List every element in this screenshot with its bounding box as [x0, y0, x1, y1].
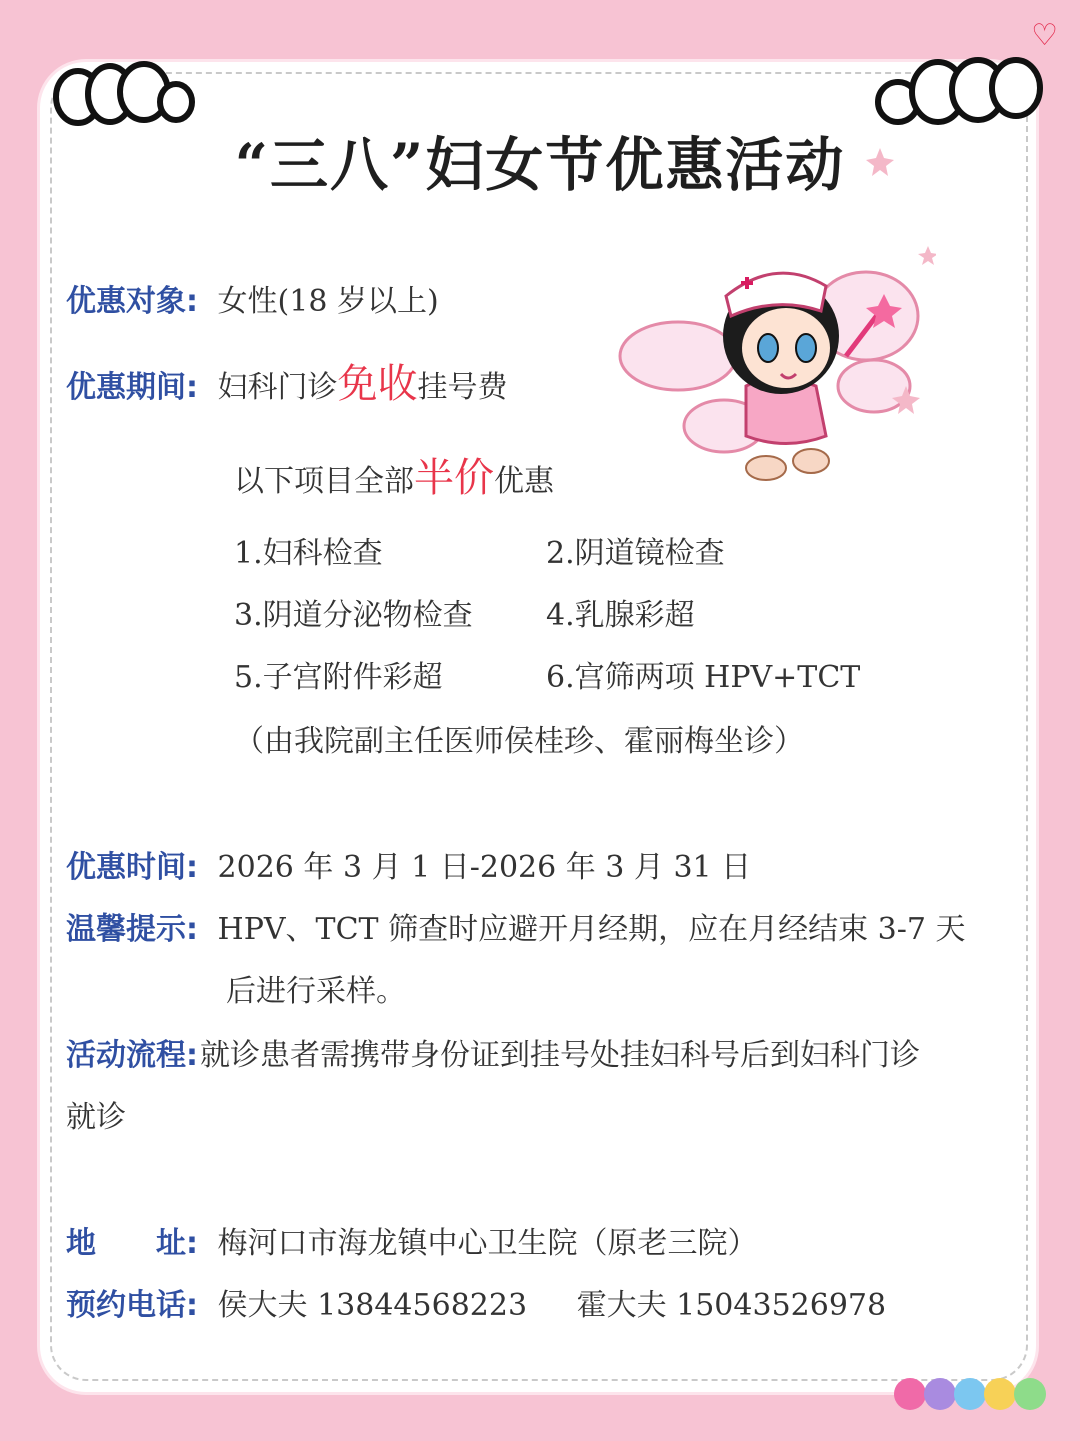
phone-label: 预约电话 — [66, 1288, 186, 1323]
list-item: 6.宫筛两项 HPV+TCT — [546, 660, 861, 695]
tip-line2: 后进行采样。 — [226, 974, 406, 1009]
time-label: 优惠时间 — [66, 850, 186, 885]
period-prefix: 妇科门诊 — [217, 370, 338, 405]
address-colon: : — [186, 1226, 198, 1261]
period-row — [66, 352, 508, 409]
period-highlight: 免收 — [337, 361, 418, 407]
tip-row — [66, 904, 965, 948]
address-label: 地 址 — [66, 1226, 186, 1261]
process-label: 活动流程 — [66, 1038, 186, 1073]
address-value: 梅河口市海龙镇中心卫生院（原老三院） — [217, 1226, 758, 1261]
period-label: 优惠期间 — [66, 370, 186, 405]
tip-label: 温馨提示 — [66, 912, 186, 947]
time-value: 2026 年 3 月 1 日-2026 年 3 月 31 日 — [217, 850, 752, 885]
time-row — [66, 842, 751, 886]
list-item: 4.乳腺彩超 — [546, 598, 695, 633]
list-item: 3.阴道分泌物检查 — [234, 598, 473, 633]
halfprice-row — [234, 446, 554, 503]
list-item: 1.妇科检查 — [234, 536, 383, 571]
target-value: 女性(18 岁以上) — [217, 284, 439, 319]
halfprice-prefix: 以下项目全部 — [234, 464, 414, 499]
target-colon: : — [186, 284, 198, 319]
process-colon: : — [186, 1038, 198, 1073]
period-suffix: 挂号费 — [417, 370, 508, 405]
phone-colon: : — [186, 1288, 198, 1323]
halfprice-suffix: 优惠 — [494, 464, 554, 499]
heart-icon: ♡ — [1031, 18, 1058, 53]
phone-doctor2[interactable]: 霍大夫 15043526978 — [576, 1288, 887, 1323]
target-row — [66, 276, 439, 320]
halfprice-highlight: 半价 — [414, 455, 494, 501]
period-colon: : — [186, 370, 198, 405]
list-item: 2.阴道镜检查 — [546, 536, 725, 571]
phone-row — [66, 1280, 886, 1324]
process-row — [66, 1030, 920, 1074]
address-row — [66, 1218, 758, 1262]
star-icon — [864, 146, 896, 178]
process-line2: 就诊 — [66, 1100, 126, 1135]
phone-doctor1[interactable]: 侯大夫 13844568223 — [217, 1288, 528, 1323]
tip-colon: : — [186, 912, 198, 947]
happy-logo — [892, 1360, 1052, 1420]
tip-row-2 — [226, 966, 406, 1010]
process-row-2 — [66, 1092, 126, 1136]
list-item: 5.子宫附件彩超 — [234, 660, 443, 695]
doctor-note: （由我院副主任医师侯桂珍、霍丽梅坐诊） — [234, 724, 804, 759]
cloud-hand-right — [868, 40, 1058, 130]
time-colon: : — [186, 850, 198, 885]
page-title: “三八”妇女节优惠活动 — [234, 131, 846, 199]
nurse-fairy-illustration — [616, 236, 936, 496]
target-label: 优惠对象 — [66, 284, 186, 319]
process-line1: 就诊患者需携带身份证到挂号处挂妇科号后到妇科门诊 — [200, 1038, 920, 1073]
tip-line1: HPV、TCT 筛查时应避开月经期，应在月经结束 3-7 天 — [217, 912, 966, 947]
